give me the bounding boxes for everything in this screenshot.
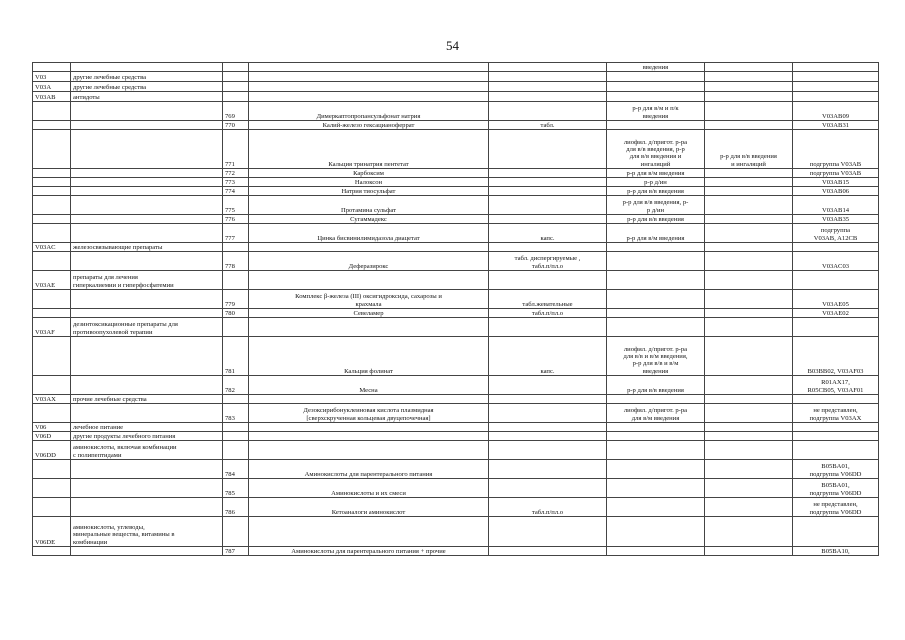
cell-name: Калий-железо гексацианоферрат <box>249 121 489 130</box>
cell-form <box>489 178 607 187</box>
cell-num: 778 <box>223 252 249 271</box>
cell-code <box>33 498 71 517</box>
cell-atc: B05BA01, подгруппа V06DD <box>793 479 879 498</box>
cell-atc <box>793 92 879 102</box>
cell-atc <box>793 243 879 252</box>
cell-route: введения <box>607 63 705 72</box>
cell-num: 773 <box>223 178 249 187</box>
cell-atc: B05BA10, <box>793 547 879 556</box>
cell-num: 770 <box>223 121 249 130</box>
cell-group: другие продукты лечебного питания <box>71 432 223 441</box>
table-row <box>33 215 879 224</box>
cell-route: р-р для в/в введения, р- р д/ин <box>607 196 705 215</box>
cell-form <box>489 187 607 196</box>
table-row <box>33 376 879 395</box>
cell-code <box>33 215 71 224</box>
cell-form <box>489 432 607 441</box>
cell-route <box>607 252 705 271</box>
cell-group <box>71 196 223 215</box>
cell-name <box>249 432 489 441</box>
cell-atc: V03AB15 <box>793 178 879 187</box>
cell-route: р-р для в/в введения <box>607 187 705 196</box>
cell-num: 786 <box>223 498 249 517</box>
table-row <box>33 102 879 121</box>
cell-route <box>607 498 705 517</box>
cell-form: капс. <box>489 337 607 376</box>
cell-route <box>607 479 705 498</box>
cell-atc: не представлен, подгруппа V03AX <box>793 404 879 423</box>
cell-code <box>33 290 71 309</box>
cell-code <box>33 196 71 215</box>
cell-num: 785 <box>223 479 249 498</box>
table-row <box>33 187 879 196</box>
cell-form: табл.жевательные <box>489 290 607 309</box>
cell-extra <box>705 432 793 441</box>
cell-extra <box>705 224 793 243</box>
cell-num <box>223 395 249 404</box>
cell-name: Протамина сульфат <box>249 196 489 215</box>
cell-atc: V03AB14 <box>793 196 879 215</box>
cell-atc: подгруппа V03AB, A12CB <box>793 224 879 243</box>
cell-atc: V03AB09 <box>793 102 879 121</box>
cell-atc: V03AC03 <box>793 252 879 271</box>
cell-route <box>607 72 705 82</box>
cell-group <box>71 187 223 196</box>
cell-num <box>223 72 249 82</box>
table-row <box>33 460 879 479</box>
cell-form <box>489 102 607 121</box>
cell-route: р-р для в/м введения <box>607 224 705 243</box>
cell-num: 779 <box>223 290 249 309</box>
cell-name <box>249 243 489 252</box>
cell-atc: B03BB02, V03AF03 <box>793 337 879 376</box>
cell-route <box>607 309 705 318</box>
cell-name <box>249 63 489 72</box>
cell-group <box>71 121 223 130</box>
cell-code: V03A <box>33 82 71 92</box>
cell-group <box>71 376 223 395</box>
cell-group: аминокислоты, углеводы, минеральные вещества, витамины в комбинации <box>71 517 223 547</box>
cell-extra: р-р для в/в введения и ингаляций <box>705 130 793 169</box>
cell-group <box>71 178 223 187</box>
table-row <box>33 82 879 92</box>
cell-num: 771 <box>223 130 249 169</box>
cell-form <box>489 271 607 290</box>
cell-code <box>33 169 71 178</box>
cell-route: р-р д/ин <box>607 178 705 187</box>
cell-extra <box>705 252 793 271</box>
cell-extra <box>705 404 793 423</box>
cell-code: V03AC <box>33 243 71 252</box>
cell-extra <box>705 178 793 187</box>
cell-route: р-р для в/в введения <box>607 215 705 224</box>
table-row <box>33 72 879 82</box>
cell-num: 776 <box>223 215 249 224</box>
cell-route <box>607 243 705 252</box>
cell-name <box>249 517 489 547</box>
cell-atc <box>793 72 879 82</box>
cell-extra <box>705 318 793 337</box>
cell-group <box>71 63 223 72</box>
cell-name <box>249 92 489 102</box>
cell-route <box>607 290 705 309</box>
cell-form <box>489 423 607 432</box>
cell-num: 787 <box>223 547 249 556</box>
cell-num <box>223 432 249 441</box>
cell-atc: подгруппа V03AB <box>793 169 879 178</box>
cell-name: Аминокислоты и их смеси <box>249 479 489 498</box>
cell-form <box>489 215 607 224</box>
cell-route: р-р для в/м и п/к введения <box>607 102 705 121</box>
cell-code <box>33 252 71 271</box>
cell-atc <box>793 82 879 92</box>
cell-group: препараты для лечения гиперкалиемии и гиперфосфатемии <box>71 271 223 290</box>
cell-code: V03 <box>33 72 71 82</box>
cell-form <box>489 72 607 82</box>
cell-group: антидоты <box>71 92 223 102</box>
cell-form: капс. <box>489 224 607 243</box>
table-row <box>33 130 879 169</box>
cell-extra <box>705 63 793 72</box>
cell-atc <box>793 318 879 337</box>
cell-group <box>71 309 223 318</box>
cell-form <box>489 460 607 479</box>
cell-code <box>33 102 71 121</box>
cell-route: лиофил. д/пригот. р-ра для в/м введения <box>607 404 705 423</box>
cell-route <box>607 121 705 130</box>
cell-form <box>489 169 607 178</box>
cell-name: Аминокислоты для парентерального питания <box>249 460 489 479</box>
cell-num <box>223 243 249 252</box>
cell-group: другие лечебные средства <box>71 82 223 92</box>
cell-code <box>33 404 71 423</box>
cell-extra <box>705 441 793 460</box>
cell-num <box>223 517 249 547</box>
cell-atc <box>793 395 879 404</box>
cell-form: табл.п/пл.о <box>489 309 607 318</box>
cell-group: лечебное питание <box>71 423 223 432</box>
cell-num: 772 <box>223 169 249 178</box>
cell-code <box>33 337 71 376</box>
table-row <box>33 271 879 290</box>
cell-route: р-р для в/м введения <box>607 169 705 178</box>
cell-form <box>489 441 607 460</box>
table-row <box>33 243 879 252</box>
cell-num <box>223 82 249 92</box>
cell-route: лиофил. д/пригот. р-ра для в/в и в/м введения, р-р для в/в и в/м введения <box>607 337 705 376</box>
cell-name: Цинка бисвинилимидазола диацетат <box>249 224 489 243</box>
cell-extra <box>705 82 793 92</box>
cell-form <box>489 376 607 395</box>
cell-form <box>489 63 607 72</box>
cell-atc <box>793 432 879 441</box>
cell-code: V06DD <box>33 441 71 460</box>
cell-group <box>71 102 223 121</box>
cell-group: другие лечебные средства <box>71 72 223 82</box>
cell-extra <box>705 243 793 252</box>
table-row <box>33 196 879 215</box>
cell-atc <box>793 423 879 432</box>
cell-name: Карбоксим <box>249 169 489 178</box>
cell-extra <box>705 479 793 498</box>
cell-group <box>71 404 223 423</box>
cell-num <box>223 423 249 432</box>
cell-route <box>607 547 705 556</box>
cell-extra <box>705 196 793 215</box>
cell-route <box>607 460 705 479</box>
cell-form <box>489 130 607 169</box>
table-row <box>33 498 879 517</box>
cell-atc <box>793 517 879 547</box>
cell-form <box>489 196 607 215</box>
cell-group: дезинтоксикационные препараты для противоопухолевой терапии <box>71 318 223 337</box>
cell-form <box>489 479 607 498</box>
cell-group <box>71 169 223 178</box>
cell-group <box>71 337 223 376</box>
cell-form <box>489 92 607 102</box>
cell-form <box>489 243 607 252</box>
cell-name <box>249 271 489 290</box>
cell-form: табл.п/пл.о <box>489 498 607 517</box>
cell-name: Месна <box>249 376 489 395</box>
cell-group <box>71 252 223 271</box>
cell-name: Дезоксирибонуклеиновая кислота плазмидная [сверхскрученная кольцевая двуцепочечная] <box>249 404 489 423</box>
cell-name <box>249 82 489 92</box>
cell-atc: V03AB06 <box>793 187 879 196</box>
drug-list-table <box>32 62 879 556</box>
cell-code: V03AF <box>33 318 71 337</box>
table-row <box>33 92 879 102</box>
cell-extra <box>705 309 793 318</box>
cell-extra <box>705 395 793 404</box>
cell-extra <box>705 169 793 178</box>
cell-name: Кетоаналоги аминокислот <box>249 498 489 517</box>
cell-form <box>489 82 607 92</box>
cell-code <box>33 309 71 318</box>
cell-code <box>33 460 71 479</box>
cell-group <box>71 290 223 309</box>
cell-name: Кальция тринатрия пентетат <box>249 130 489 169</box>
cell-name: Сугаммадекс <box>249 215 489 224</box>
cell-atc: V03AB31 <box>793 121 879 130</box>
cell-atc: V03AE05 <box>793 290 879 309</box>
cell-form <box>489 517 607 547</box>
cell-group <box>71 547 223 556</box>
cell-num <box>223 63 249 72</box>
cell-num: 783 <box>223 404 249 423</box>
table-row <box>33 337 879 376</box>
cell-num: 781 <box>223 337 249 376</box>
cell-route <box>607 271 705 290</box>
cell-group <box>71 498 223 517</box>
table-row <box>33 169 879 178</box>
cell-num: 777 <box>223 224 249 243</box>
cell-route: лиофил. д/пригот. р-ра для в/в введения, р-р для в/в введения и ингаляций <box>607 130 705 169</box>
cell-route <box>607 395 705 404</box>
cell-route <box>607 517 705 547</box>
cell-name <box>249 423 489 432</box>
cell-form: табл. диспергируемые , табл.п/пл.о <box>489 252 607 271</box>
cell-name <box>249 318 489 337</box>
cell-code <box>33 376 71 395</box>
cell-num: 775 <box>223 196 249 215</box>
table-row <box>33 63 879 72</box>
cell-group: аминокислоты, включая комбинации с полипептидами <box>71 441 223 460</box>
table-row <box>33 224 879 243</box>
table-row <box>33 121 879 130</box>
cell-group <box>71 215 223 224</box>
cell-extra <box>705 337 793 376</box>
cell-group <box>71 479 223 498</box>
cell-route <box>607 432 705 441</box>
cell-form <box>489 547 607 556</box>
cell-route: р-р для в/в введения <box>607 376 705 395</box>
cell-num <box>223 271 249 290</box>
table-row <box>33 309 879 318</box>
cell-route <box>607 92 705 102</box>
cell-atc: не представлен, подгруппа V06DD <box>793 498 879 517</box>
cell-atc <box>793 63 879 72</box>
cell-route <box>607 423 705 432</box>
cell-num: 784 <box>223 460 249 479</box>
cell-group: прочие лечебные средства <box>71 395 223 404</box>
cell-code <box>33 178 71 187</box>
cell-group: железосвязывающие препараты <box>71 243 223 252</box>
cell-num: 774 <box>223 187 249 196</box>
cell-code: V03AB <box>33 92 71 102</box>
cell-extra <box>705 92 793 102</box>
table-row <box>33 404 879 423</box>
cell-group <box>71 460 223 479</box>
cell-form <box>489 404 607 423</box>
cell-extra <box>705 460 793 479</box>
cell-name: Комплекс β-железа (III) оксигидроксида, сахарозы и крахмала <box>249 290 489 309</box>
cell-extra <box>705 498 793 517</box>
table-row <box>33 318 879 337</box>
cell-num <box>223 318 249 337</box>
cell-code <box>33 130 71 169</box>
cell-code <box>33 547 71 556</box>
table-row <box>33 252 879 271</box>
cell-form <box>489 395 607 404</box>
cell-form <box>489 318 607 337</box>
cell-route <box>607 318 705 337</box>
cell-extra <box>705 187 793 196</box>
cell-atc: V03AB35 <box>793 215 879 224</box>
cell-code <box>33 121 71 130</box>
cell-name: Димеркаптопропансульфонат натрия <box>249 102 489 121</box>
cell-name <box>249 395 489 404</box>
cell-name <box>249 72 489 82</box>
table-row <box>33 517 879 547</box>
cell-name: Налоксон <box>249 178 489 187</box>
cell-atc: R01AX17, R05CB05, V03AF01 <box>793 376 879 395</box>
cell-extra <box>705 215 793 224</box>
table-row <box>33 547 879 556</box>
table-row <box>33 441 879 460</box>
table-row <box>33 290 879 309</box>
cell-code <box>33 63 71 72</box>
cell-extra <box>705 271 793 290</box>
table-row <box>33 479 879 498</box>
cell-atc <box>793 271 879 290</box>
cell-code: V06 <box>33 423 71 432</box>
cell-num <box>223 441 249 460</box>
cell-num: 782 <box>223 376 249 395</box>
table-row <box>33 432 879 441</box>
cell-route <box>607 441 705 460</box>
cell-extra <box>705 102 793 121</box>
cell-extra <box>705 72 793 82</box>
cell-code <box>33 479 71 498</box>
cell-code: V03AE <box>33 271 71 290</box>
cell-extra <box>705 290 793 309</box>
cell-form: табл. <box>489 121 607 130</box>
table-row <box>33 423 879 432</box>
table-row <box>33 395 879 404</box>
cell-name <box>249 441 489 460</box>
cell-extra <box>705 517 793 547</box>
cell-code: V06DE <box>33 517 71 547</box>
cell-route <box>607 82 705 92</box>
cell-extra <box>705 423 793 432</box>
cell-extra <box>705 121 793 130</box>
page-number: 54 <box>446 38 459 53</box>
cell-name: Деферазирокс <box>249 252 489 271</box>
cell-extra <box>705 376 793 395</box>
cell-group <box>71 224 223 243</box>
cell-num: 780 <box>223 309 249 318</box>
cell-name: Натрия тиосульфат <box>249 187 489 196</box>
cell-num <box>223 92 249 102</box>
cell-atc: V03AE02 <box>793 309 879 318</box>
table-row <box>33 178 879 187</box>
cell-atc: B05BA01, подгруппа V06DD <box>793 460 879 479</box>
cell-code: V03AX <box>33 395 71 404</box>
cell-atc: подгруппа V03AB <box>793 130 879 169</box>
cell-group <box>71 130 223 169</box>
cell-code <box>33 224 71 243</box>
cell-atc <box>793 441 879 460</box>
cell-name: Кальция фолинат <box>249 337 489 376</box>
cell-extra <box>705 547 793 556</box>
cell-name: Севеламер <box>249 309 489 318</box>
cell-num: 769 <box>223 102 249 121</box>
cell-code <box>33 187 71 196</box>
cell-code: V06D <box>33 432 71 441</box>
cell-name: Аминокислоты для парентерального питания + прочие <box>249 547 489 556</box>
